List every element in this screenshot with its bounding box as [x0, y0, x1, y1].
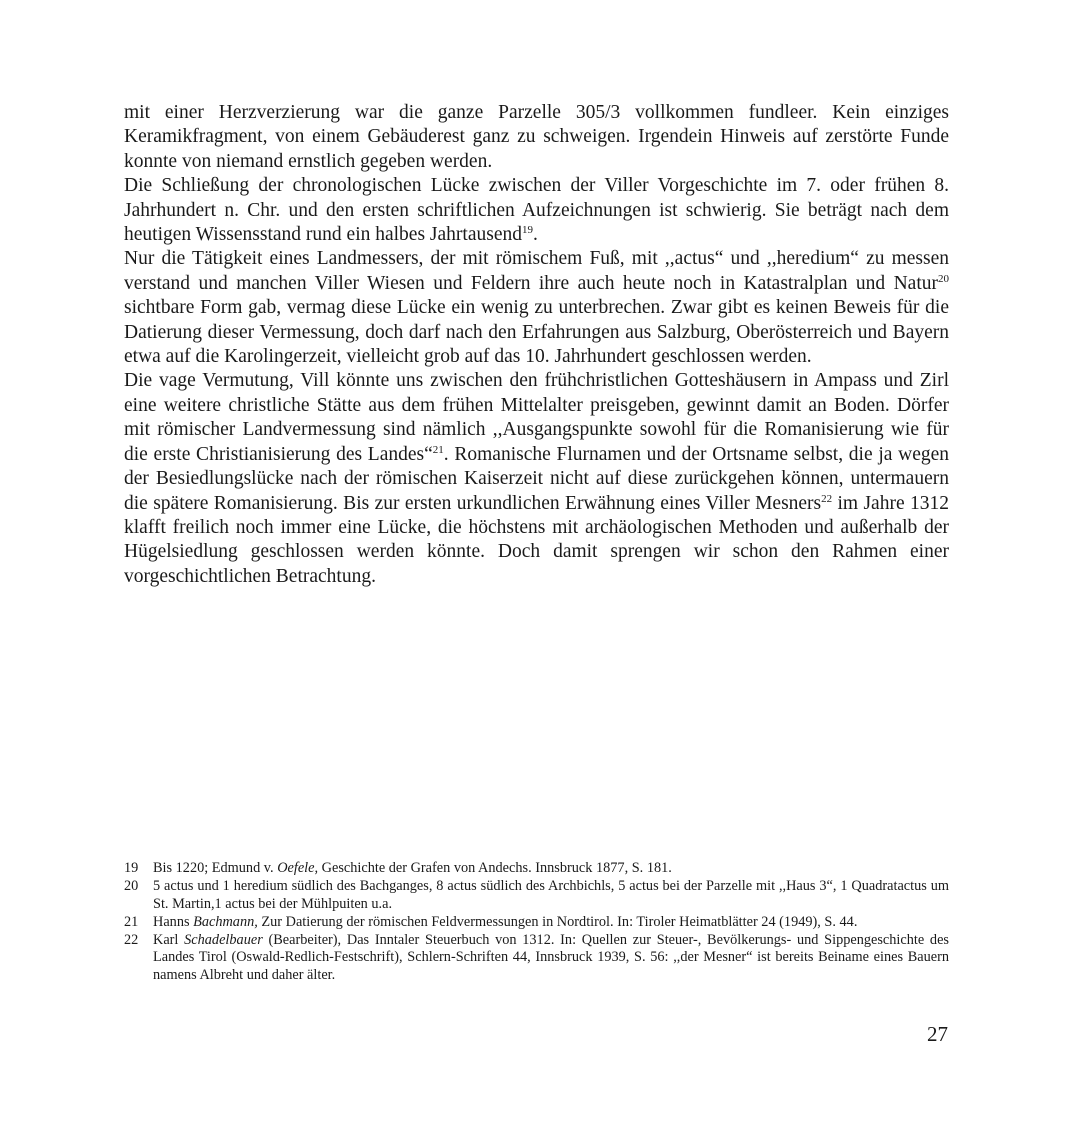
footnote-ref-22[interactable]: 22 [821, 492, 833, 505]
footnote-text: Zur Datierung der römischen Feldvermessungen in Nordtirol. In: Tiroler Heimatblätter 24 (1949), S. 44. [257, 913, 858, 930]
footnote-text: 5 actus und 1 heredium südlich des Bachganges, 8 actus südlich des Archbichls, 5 actus bei der Parzelle mit ,,Haus 3“, 1 Quadratactus um St. Martin,1 actus bei der Mühlpuiten u.a. [153, 878, 949, 912]
paragraph-3-text-a: Nur die Tätigkeit eines Landmessers, der mit römischem Fuß, mit ,,actus“ und ,,heredium“ zu messen verstand und manchen Viller Wiesen und Feldern ihre auch heute noch in Katastralplan und Natur [124, 248, 949, 294]
footnote-21 [124, 914, 949, 931]
footnote-text: Karl [153, 932, 185, 949]
footnote-text: Hanns [153, 913, 194, 930]
footnote-19 [124, 860, 949, 877]
footnotes [124, 860, 949, 985]
paragraph-4-text-a: Die vage Vermutung, Vill könnte uns zwischen den frühchristlichen Gotteshäusern in Ampass und Zirl eine weitere christliche Stätte aus dem frühen Mittelalter preisgeben, gewinnt damit an Boden. Dörfer mit römischer Landvermessung sind nämlich ,,Ausgangspunkte sowohl für die Romanisierung wie für die erste Christianisierung des Landes“ [124, 370, 949, 465]
footnote-text: (Bearbeiter), Das Inntaler Steuerbuch von 1312. In: Quellen zur Steuer-, Bevölkerungs- und Sippengeschichte des Landes Tirol (Oswald-Redlich-Festschrift), Schlern-Schriften 44, Innsbruck 1939, S. 56: ,,der Mesner“ ist bereits Beiname eines Bauern namens Albreht und daher älter. [153, 932, 949, 983]
footnote-number: 19 [124, 860, 139, 876]
paragraph-3 [124, 247, 949, 369]
paragraph-2 [124, 174, 949, 247]
body-text [124, 101, 949, 589]
footnote-22 [124, 932, 949, 984]
paragraph-4 [124, 369, 949, 589]
footnote-author: Oefele, [277, 860, 319, 876]
footnote-number: 21 [124, 913, 139, 930]
footnote-ref-21[interactable]: 21 [432, 443, 444, 456]
footnote-number: 20 [124, 878, 139, 895]
footnote-author: Bachmann, [193, 913, 258, 930]
footnote-number: 22 [124, 932, 139, 949]
footnote-text: Geschichte der Grafen von Andechs. Innsbruck 1877, S. 181. [318, 860, 672, 876]
footnote-20 [124, 878, 949, 913]
paragraph-4-text-b: . Romanische Flurnamen und der Ortsname selbst, die ja wegen der Besiedlungslücke nach der römischen Kaiserzeit nicht auf diese zurückgehen können, untermauern die spätere Romanisierung. Bis zur ersten urkundlichen Erwähnung eines Viller Mesners [124, 443, 950, 514]
page-number: 27 [927, 1022, 948, 1046]
footnote-author: Schadelbauer [184, 932, 263, 949]
footnote-text: Bis 1220; Edmund v. [153, 860, 278, 876]
paragraph-2-end: . [532, 224, 538, 246]
footnote-ref-20[interactable]: 20 [938, 272, 949, 285]
paragraph-4-text-c: im Jahre 1312 klafft freilich noch immer eine Lücke, die höchstens mit archäologischen Methoden und außerhalb der Hügelsiedlung geschlossen werden könnte. Doch damit sprengen wir schon den Rahmen einer vorgeschichtlichen Betrachtung. [124, 492, 949, 587]
paragraph-2-text: Die Schließung der chronologischen Lücke zwischen der Viller Vorgeschichte im 7. oder frühen 8. Jahrhundert n. Chr. und den ersten schriftlichen Aufzeichnungen ist schwierig. Sie beträgt nach dem heutigen Wissensstand rund ein halbes Jahrtausend [124, 175, 949, 246]
footnote-ref-19[interactable]: 19 [521, 224, 533, 237]
paragraph-3-text-b: sichtbare Form gab, vermag diese Lücke ein wenig zu unterbrechen. Zwar gibt es keinen Beweis für die Datierung dieser Vermessung, doch darf nach den Erfahrungen aus Salzburg, Oberösterreich und Bayern etwa auf die Karolingerzeit, vielleicht grob auf das 10. Jahrhundert geschlossen werden. [124, 297, 949, 368]
paragraph-1: mit einer Herzverzierung war die ganze Parzelle 305/3 vollkommen fundleer. Kein einziges Keramikfragment, von einem Gebäuderest ganz zu schweigen. Irgendein Hinweis auf zerstörte Funde konnte von niemand ernstlich gegeben werden. [124, 102, 949, 172]
